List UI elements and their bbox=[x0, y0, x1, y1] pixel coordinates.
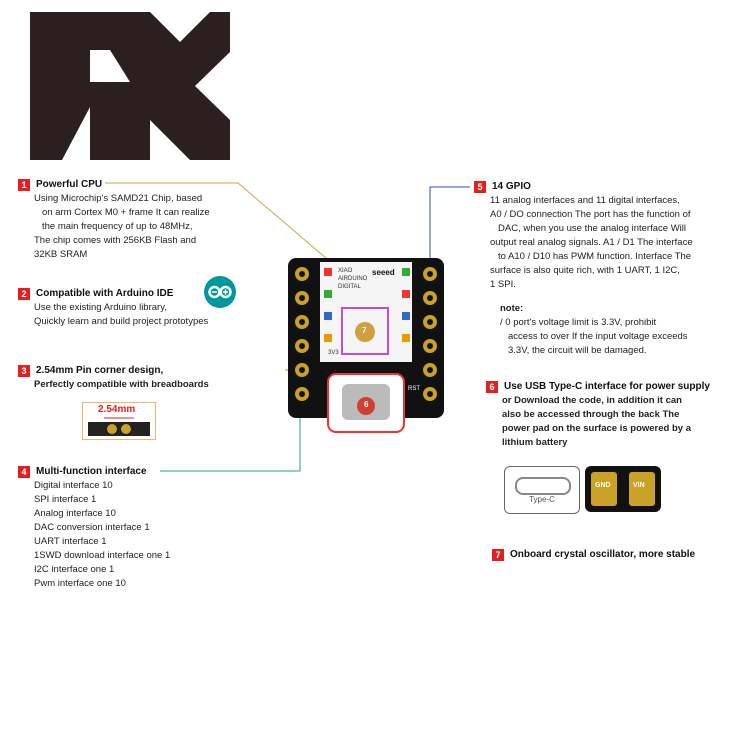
board-3v3: 3V3 bbox=[328, 350, 339, 356]
typec-label: Type-C bbox=[529, 495, 555, 504]
feature-line: also be accessed through the back The bbox=[502, 409, 680, 420]
feature-typec bbox=[486, 380, 710, 450]
feature-line: or Download the code, in addition it can bbox=[502, 395, 682, 406]
feature-pin-design bbox=[18, 364, 209, 392]
feature-number: 7 bbox=[492, 549, 504, 561]
feature-number: 1 bbox=[18, 179, 30, 191]
feature-line: the main frequency of up to 48MHz, bbox=[42, 221, 193, 232]
feature-line: UART interface 1 bbox=[34, 536, 107, 547]
arduino-icon bbox=[203, 275, 237, 309]
feature-cpu bbox=[18, 178, 210, 262]
feature-crystal bbox=[492, 548, 695, 562]
feature-line: 1SWD download interface one 1 bbox=[34, 550, 171, 561]
feature-arduino bbox=[18, 287, 208, 329]
pad-label-vin: VIN bbox=[633, 482, 645, 489]
note-title: note: bbox=[500, 303, 524, 314]
feature-line: Perfectly compatible with breadboards bbox=[34, 379, 209, 390]
feature-interfaces bbox=[18, 465, 170, 591]
feature-title: Powerful CPU bbox=[36, 179, 103, 190]
battery-pads-image bbox=[585, 466, 661, 512]
note-line: / 0 port's voltage limit is 3.3V, prohibit bbox=[500, 317, 657, 328]
pitch-diagram bbox=[82, 402, 156, 440]
feature-line: output real analog signals. A1 / D1 The interface bbox=[490, 237, 693, 248]
feature-number: 3 bbox=[18, 365, 30, 377]
feature-title: Use USB Type-C interface for power supply bbox=[504, 381, 710, 392]
feature-line: 1 SPI. bbox=[490, 279, 516, 290]
feature-line: I2C interface one 1 bbox=[34, 564, 115, 575]
board-silk-2: AIRDUINO bbox=[338, 276, 368, 282]
chip-callout-num: 7 bbox=[362, 326, 367, 335]
feature-line: DAC, when you use the analog interface Will bbox=[498, 223, 686, 234]
feature-title: Compatible with Arduino IDE bbox=[36, 288, 174, 299]
feature-line: SPI interface 1 bbox=[34, 494, 97, 505]
feature-line: 32KB SRAM bbox=[34, 249, 88, 260]
note-line: 3.3V, the circuit will be damaged. bbox=[508, 345, 647, 356]
pad-label-gnd: GND bbox=[595, 482, 611, 489]
feature-number: 5 bbox=[474, 181, 486, 193]
feature-line: DAC conversion interface 1 bbox=[34, 522, 150, 533]
feature-number: 6 bbox=[486, 381, 498, 393]
board-silk-1: XIAO bbox=[338, 268, 353, 274]
feature-number: 2 bbox=[18, 288, 30, 300]
usb-c-icon bbox=[515, 477, 571, 495]
feature-line: Digital interface 10 bbox=[34, 480, 113, 491]
feature-line: Use the existing Arduino library, bbox=[34, 302, 167, 313]
board-rst: RST bbox=[408, 386, 420, 392]
voltage-note bbox=[500, 302, 688, 358]
feature-line: 11 analog interfaces and 11 digital interfaces, bbox=[490, 195, 680, 206]
feature-title: Multi-function interface bbox=[36, 466, 147, 477]
feature-line: lithium battery bbox=[502, 437, 568, 448]
feature-title: Onboard crystal oscillator, more stable bbox=[510, 549, 696, 560]
feature-line: The chip comes with 256KB Flash and bbox=[34, 235, 197, 246]
xiao-board bbox=[284, 254, 448, 440]
feature-line: Pwm interface one 10 bbox=[34, 578, 126, 589]
feature-line: surface is also quite rich, with 1 UART, 1 I2C, bbox=[490, 265, 680, 276]
feature-line: to A10 / D10 has PWM function. Interface The bbox=[498, 251, 692, 262]
board-brand: seeed bbox=[372, 268, 395, 277]
usb-callout-num: 6 bbox=[364, 400, 369, 409]
typec-port-image bbox=[504, 466, 580, 514]
pitch-label: 2.54mm bbox=[98, 404, 136, 415]
feature-line: Analog interface 10 bbox=[34, 508, 116, 519]
feature-title: 2.54mm Pin corner design, bbox=[36, 365, 164, 376]
feature-title: 14 GPIO bbox=[492, 181, 531, 192]
feature-line: on arm Cortex M0 + frame It can realize bbox=[42, 207, 210, 218]
board-silk-3: DIGITAL bbox=[338, 284, 361, 290]
feature-gpio bbox=[474, 180, 693, 292]
feature-line: A0 / DO connection The port has the function of bbox=[490, 209, 691, 220]
feature-line: power pad on the surface is powered by a bbox=[502, 423, 691, 434]
note-line: access to over If the input voltage exceeds bbox=[508, 331, 688, 342]
feature-line: Quickly learn and build project prototypes bbox=[34, 316, 209, 327]
feature-number: 4 bbox=[18, 466, 30, 478]
feature-line: Using Microchip's SAMD21 Chip, based bbox=[34, 193, 203, 204]
